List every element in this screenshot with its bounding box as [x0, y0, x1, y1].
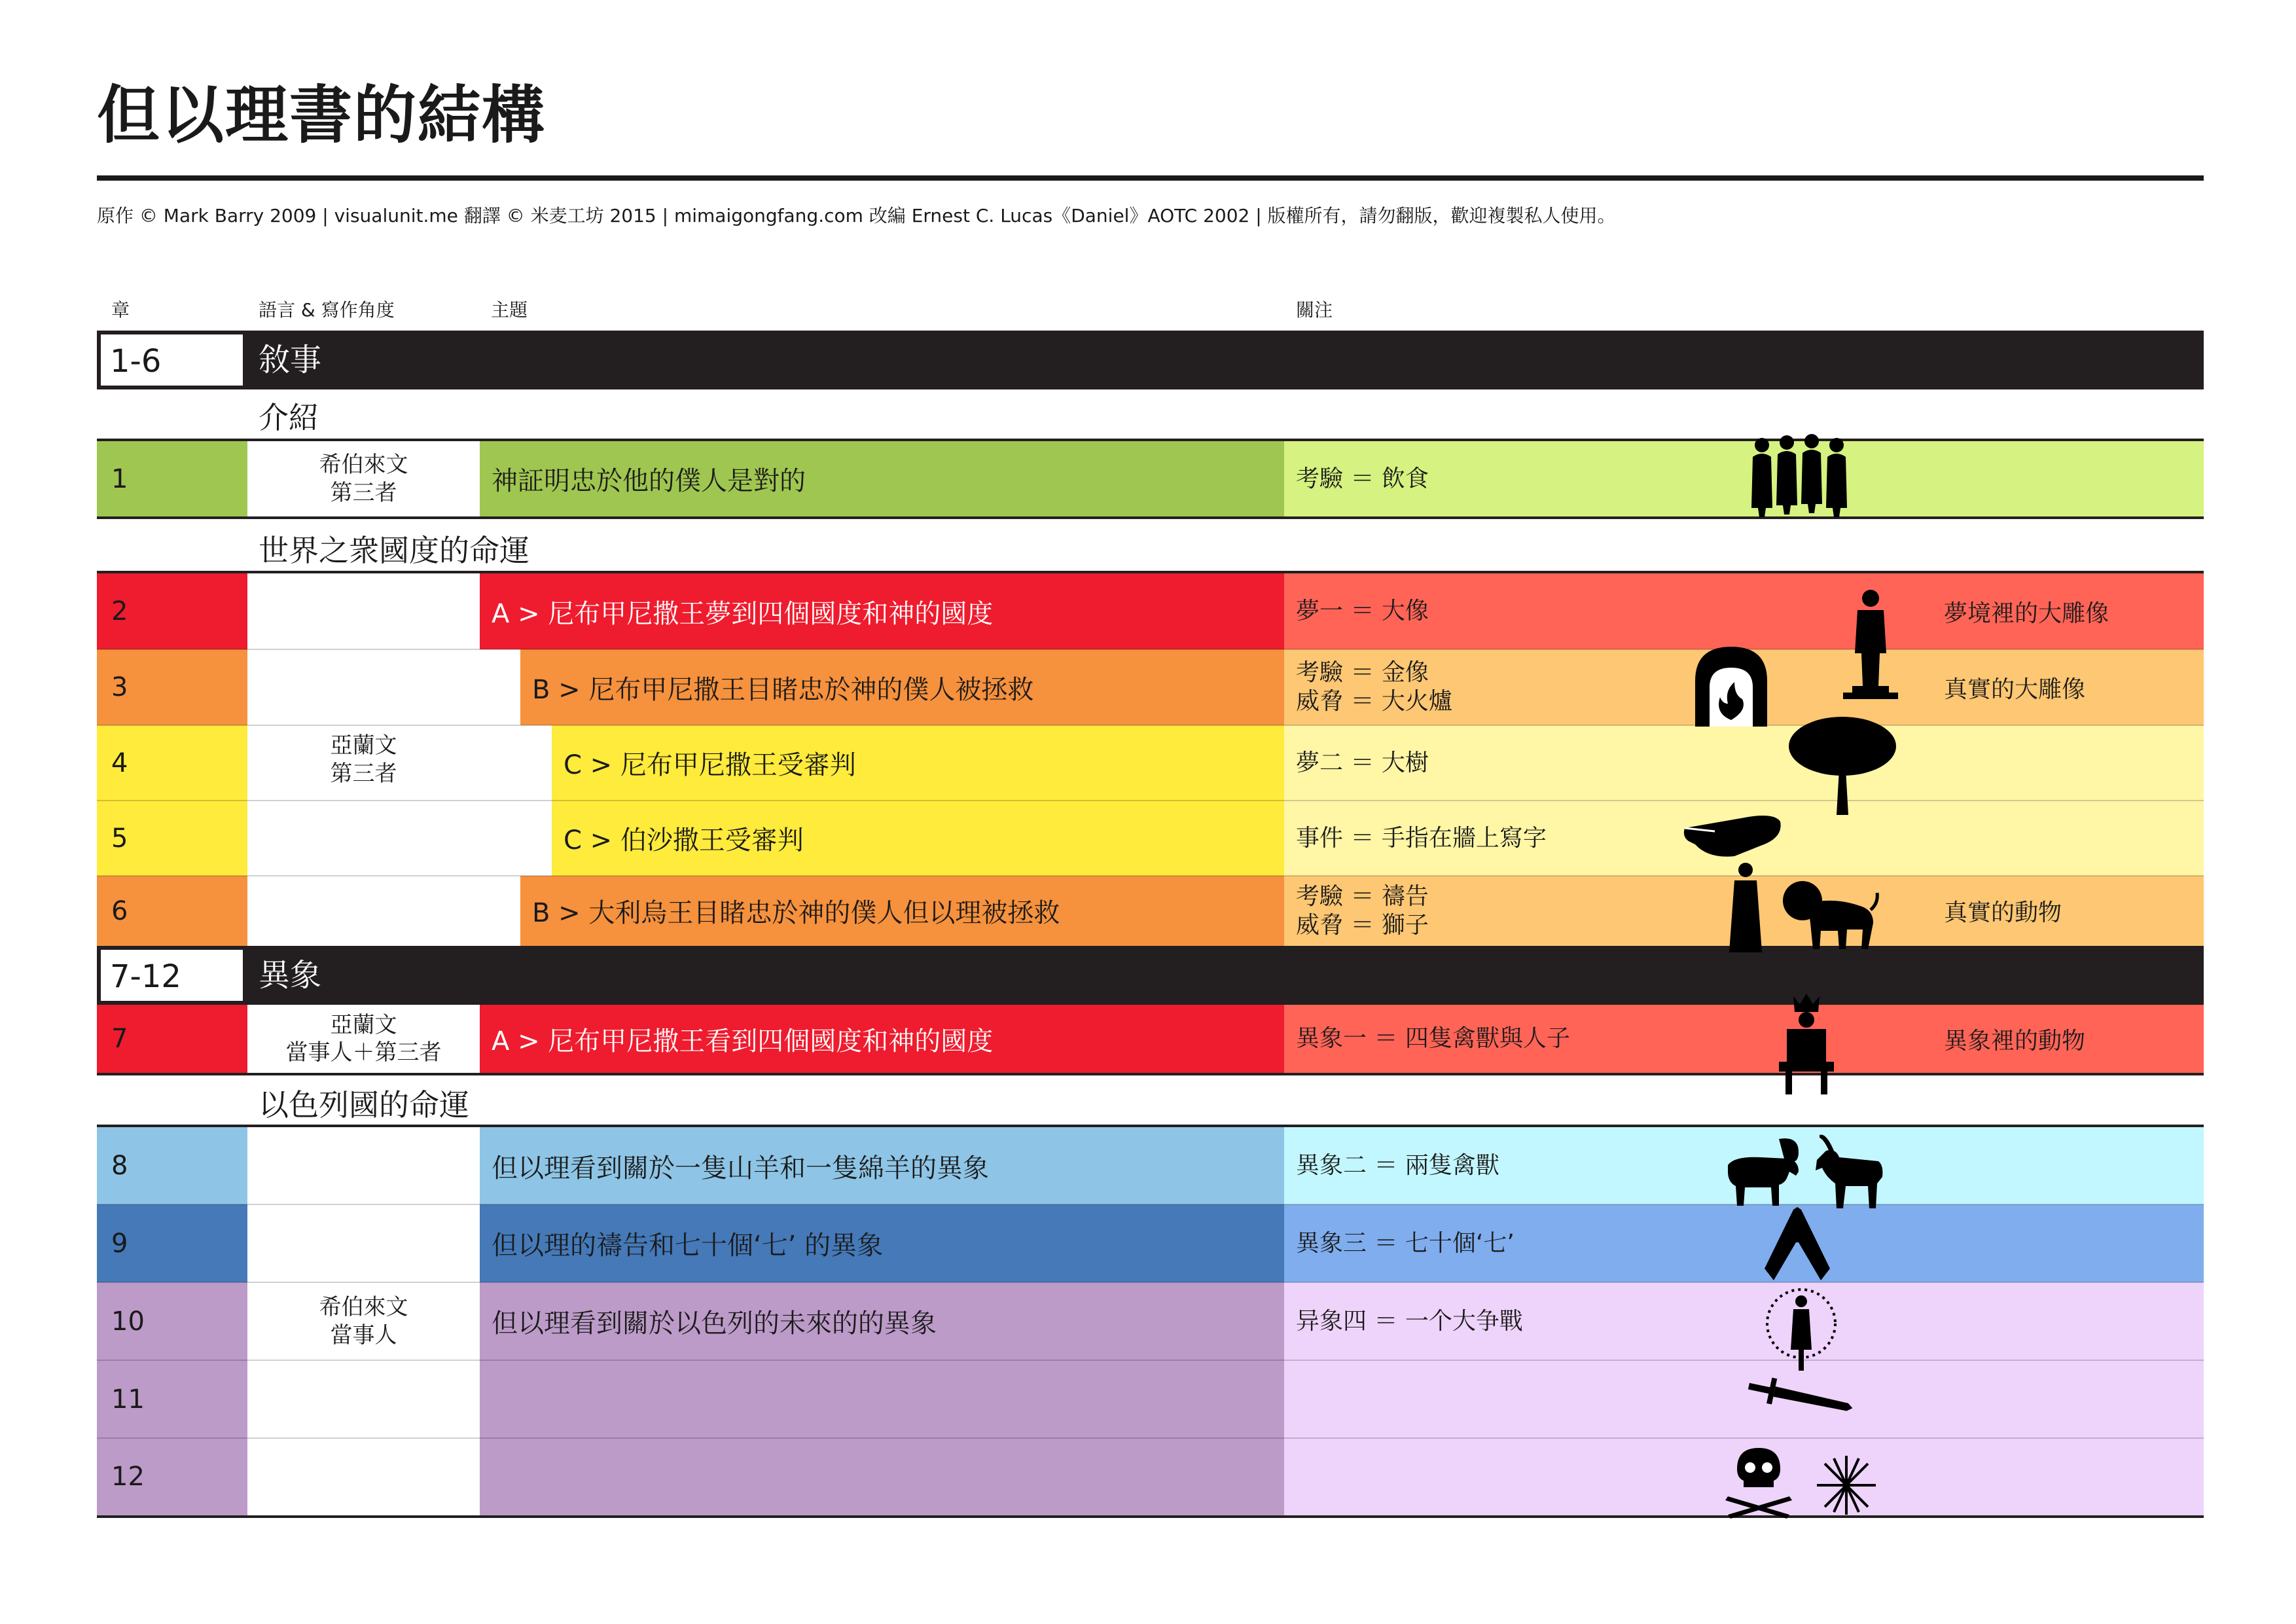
row-separator	[97, 875, 2204, 876]
theme-cell-10: 但以理看到關於以色列的未來的的異象	[480, 1282, 1284, 1360]
bottom-rule	[97, 1515, 2204, 1518]
theme-cell-2: A > 尼布甲尼撒王夢到四個國度和神的國度	[480, 573, 1284, 649]
theme-cell-1: 神証明忠於他的僕人是對的	[480, 441, 1284, 516]
column-header-focus: 關注	[1296, 299, 1333, 321]
furnace-icon	[1689, 641, 1774, 730]
theme-cell-12	[480, 1438, 1284, 1515]
chapter-cell-8: 8	[97, 1127, 247, 1204]
note-ch2: 夢境裡的大雕像	[1944, 600, 2109, 627]
chapter-cell-6: 6	[97, 876, 247, 946]
praying-man-icon	[1723, 861, 1768, 956]
theme-cell-5: C > 伯沙撒王受審判	[552, 801, 1284, 876]
chapter-cell-11: 11	[97, 1360, 247, 1438]
chapter-cell-10: 10	[97, 1282, 247, 1360]
focus-cell-8: 異象二 ＝ 兩隻禽獸	[1284, 1127, 2204, 1204]
praying-hands-icon	[1758, 1203, 1837, 1285]
chapter-cell-2: 2	[97, 573, 247, 649]
section-band-visions	[97, 946, 2204, 1005]
sword-icon	[1744, 1375, 1855, 1420]
tree-icon	[1787, 710, 1898, 818]
note-ch6: 真實的動物	[1944, 899, 2062, 926]
note-ch7: 異象裡的動物	[1944, 1027, 2086, 1055]
row-rule	[97, 516, 2204, 519]
focus-cell-7: 異象一 ＝ 四隻禽獸與人子	[1284, 1005, 2204, 1073]
language-cell-ch7: 亞蘭文 當事人＋第三者	[247, 1005, 480, 1073]
language-cell-ch2-6: 亞蘭文 第三者	[247, 573, 480, 946]
theme-cell-7: A > 尼布甲尼撒王看到四個國度和神的國度	[480, 1005, 1284, 1073]
star-burst-icon	[1810, 1454, 1882, 1517]
subsection-intro: 介紹	[259, 400, 319, 435]
column-header-language: 語言 & 寫作角度	[259, 299, 395, 321]
focus-cell-6: 考驗 ＝ 禱告 威脅 ＝ 獅子	[1284, 876, 2204, 946]
theme-cell-8: 但以理看到關於一隻山羊和一隻綿羊的異象	[480, 1127, 1284, 1204]
section-band-narrative	[97, 331, 2204, 389]
row-separator	[97, 1437, 2204, 1439]
column-header-chapter: 章	[111, 299, 130, 321]
subsection-nations: 世界之衆國度的命運	[259, 533, 529, 568]
throne-icon	[1774, 990, 1839, 1098]
theme-cell-11	[480, 1360, 1284, 1438]
section-label-narrative: 敘事	[259, 342, 322, 378]
column-header-theme: 主題	[491, 299, 528, 321]
section-range-visions: 7-12	[99, 948, 244, 1002]
chapter-cell-4: 4	[97, 725, 247, 801]
skull-crossbones-icon	[1723, 1444, 1795, 1519]
row-separator	[97, 1360, 2204, 1361]
page-title: 但以理書的結構	[97, 79, 546, 152]
focus-cell-10: 异象四 ＝ 一个大争戰	[1284, 1282, 2204, 1360]
language-cell-ch1: 希伯來文 第三者	[247, 441, 480, 516]
statue-icon	[1838, 588, 1903, 699]
chapter-cell-3: 3	[97, 649, 247, 725]
chapter-cell-7: 7	[97, 1005, 247, 1073]
focus-cell-3: 考驗 ＝ 金像 威脅 ＝ 大火爐	[1284, 649, 2204, 725]
focus-cell-1: 考驗 ＝ 飲食	[1284, 441, 2204, 516]
theme-cell-6: B > 大利烏王目睹忠於神的僕人但以理被拯救	[520, 876, 1284, 946]
lion-icon	[1782, 877, 1880, 952]
subsection-israel: 以色列國的命運	[259, 1087, 469, 1123]
men-eating-icon	[1746, 431, 1857, 522]
focus-cell-9: 異象三 ＝ 七十個‘七’	[1284, 1204, 2204, 1282]
focus-cell-5: 事件 ＝ 手指在牆上寫字	[1284, 801, 2204, 876]
focus-cell-4: 夢二 ＝ 大樹	[1284, 725, 2204, 801]
chapter-cell-12: 12	[97, 1438, 247, 1515]
language-cell-ch8-12: 希伯來文 當事人	[247, 1127, 480, 1515]
goat-icon	[1806, 1131, 1885, 1213]
radiant-figure-icon	[1762, 1284, 1840, 1373]
title-rule	[97, 175, 2204, 181]
focus-cell-2: 夢一 ＝ 大像	[1284, 573, 2204, 649]
credits-line: 原作 © Mark Barry 2009 | visualunit.me 翻譯 © 米麦工坊 2015 | mimaigongfang.com 改編 Ernest C. Lucas《Daniel》AOTC 2002 | 版權所有，請勿翻版，歡迎複製私人使用。	[97, 205, 1616, 226]
ram-icon	[1721, 1132, 1806, 1211]
note-ch3: 真實的大雕像	[1944, 676, 2086, 703]
row-rule	[97, 1073, 2204, 1075]
theme-cell-9: 但以理的禱告和七十個‘七’ 的異象	[480, 1204, 1284, 1282]
theme-cell-3: B > 尼布甲尼撒王目睹忠於神的僕人被拯救	[520, 649, 1284, 725]
chapter-cell-9: 9	[97, 1204, 247, 1282]
section-label-visions: 異象	[259, 957, 322, 994]
pointing-hand-icon	[1682, 805, 1787, 864]
section-range-narrative: 1-6	[99, 333, 244, 387]
chapter-cell-5: 5	[97, 801, 247, 876]
row-separator	[97, 1282, 2204, 1283]
chapter-cell-1: 1	[97, 441, 247, 516]
theme-cell-4: C > 尼布甲尼撒王受審判	[552, 725, 1284, 801]
row-separator	[97, 1204, 2204, 1205]
